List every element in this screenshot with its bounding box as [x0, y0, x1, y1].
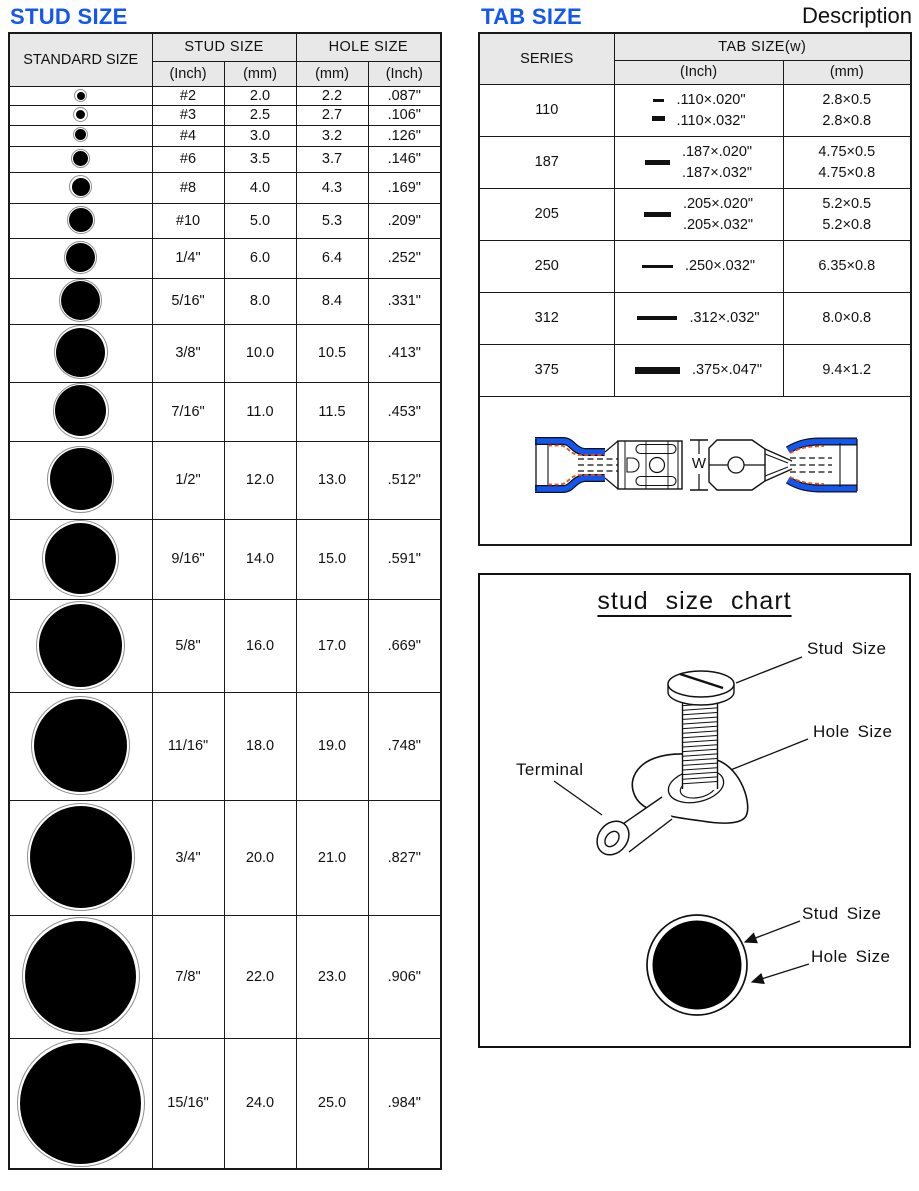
standard-size-cell — [9, 1038, 152, 1169]
standard-size-cell — [9, 278, 152, 324]
stud-cell-stud-inch: 7/16" — [152, 382, 224, 441]
tab-inch-value: .110×.020" — [676, 91, 746, 108]
stud-circle-fill — [30, 806, 132, 908]
tab-cross-section-icon — [637, 316, 677, 320]
tab-mm-value: 8.0×0.8 — [822, 310, 872, 326]
tab-table-row — [479, 240, 911, 292]
stud-cell-hole-mm: 10.5 — [296, 324, 368, 382]
stud-cell-stud-mm: 4.0 — [224, 172, 296, 203]
stud-table-row — [9, 238, 441, 278]
tab-inch-value: .250×.032" — [684, 258, 756, 274]
stud-cell-stud-mm: 3.0 — [224, 125, 296, 146]
description-label: Description — [801, 3, 912, 28]
tab-mm-cell — [783, 84, 911, 136]
tab-cross-section-icon — [644, 212, 671, 217]
stud-table-row — [9, 324, 441, 382]
stud-cell-stud-mm: 2.5 — [224, 105, 296, 125]
tab-inch-cell — [614, 188, 783, 240]
tab-table-header-row-1 — [479, 33, 911, 60]
hole-size-group-header: HOLE SIZE — [296, 33, 441, 61]
stud-cell-hole-mm: 11.5 — [296, 382, 368, 441]
stud-cell-hole-mm: 25.0 — [296, 1038, 368, 1169]
standard-size-cell — [9, 86, 152, 105]
stud-circle-fill — [76, 110, 85, 119]
stud-cell-hole-inch: .413" — [368, 324, 441, 382]
tab-table-row — [479, 84, 911, 136]
tab-size-title: TAB SIZE — [481, 4, 582, 29]
tab-inch-value: .205×.020" — [682, 195, 754, 212]
stud-cell-hole-inch: .106" — [368, 105, 441, 125]
series-cell: 205 — [479, 188, 614, 240]
standard-size-cell — [9, 146, 152, 172]
stud-cell-stud-mm: 10.0 — [224, 324, 296, 382]
stud-cell-hole-mm: 3.7 — [296, 146, 368, 172]
stud-cell-stud-mm: 24.0 — [224, 1038, 296, 1169]
stud-table-row — [9, 203, 441, 238]
standard-size-cell — [9, 238, 152, 278]
stud-cell-hole-inch: .087" — [368, 86, 441, 105]
hole-size-callout-bottom: Hole Size — [811, 947, 891, 966]
tab-inch-value: .312×.032" — [689, 310, 760, 326]
stud-circle-fill — [69, 208, 93, 232]
stud-table-row — [9, 105, 441, 125]
stud-table-row — [9, 382, 441, 441]
standard-size-cell — [9, 382, 152, 441]
tab-mm-cell — [783, 240, 911, 292]
tab-inch-value: .375×.047" — [691, 362, 763, 378]
stud-size-callout-top: Stud Size — [807, 639, 887, 658]
stud-cell-hole-mm: 3.2 — [296, 125, 368, 146]
tab-bar-icon — [635, 367, 680, 374]
hole-size-callout-top: Hole Size — [813, 722, 893, 741]
stud-circle-icon — [54, 325, 108, 379]
tab-table-row — [479, 292, 911, 344]
stud-table-row — [9, 125, 441, 146]
stud-cell-stud-inch: #4 — [152, 125, 224, 146]
stud-cell-stud-inch: 3/4" — [152, 800, 224, 915]
tab-mm-value: 6.35×0.8 — [818, 258, 876, 274]
stud-table-row — [9, 278, 441, 324]
stud-circle-icon — [69, 175, 92, 198]
tab-mm-value: 4.75×0.8 — [818, 164, 876, 181]
stud-cell-stud-mm: 22.0 — [224, 915, 296, 1038]
stud-cell-stud-mm: 18.0 — [224, 692, 296, 800]
stud-cell-hole-inch: .906" — [368, 915, 441, 1038]
tab-mm-value: 2.8×0.8 — [822, 112, 872, 129]
stud-circle-icon — [71, 149, 90, 168]
series-cell: 110 — [479, 84, 614, 136]
tab-mm-value: 2.8×0.5 — [822, 91, 872, 108]
standard-size-cell — [9, 172, 152, 203]
stud-cell-stud-inch: 1/4" — [152, 238, 224, 278]
stud-cell-stud-inch: #10 — [152, 203, 224, 238]
tab-table-row — [479, 188, 911, 240]
stud-circle-fill — [50, 448, 112, 510]
stud-cell-stud-mm: 20.0 — [224, 800, 296, 915]
stud-circle-icon — [42, 520, 119, 597]
standard-size-cell — [9, 203, 152, 238]
standard-size-cell — [9, 441, 152, 519]
tab-mm-cell — [783, 136, 911, 188]
tab-cross-section-icon — [652, 99, 665, 121]
stud-cell-hole-inch: .453" — [368, 382, 441, 441]
stud-table-row — [9, 172, 441, 203]
stud-table-row — [9, 146, 441, 172]
stud-circle-fill — [25, 921, 136, 1032]
stud-size-chart-title: stud size chart — [597, 587, 792, 615]
stud-cell-hole-mm: 17.0 — [296, 599, 368, 692]
stud-cell-hole-mm: 15.0 — [296, 519, 368, 599]
stud-cell-hole-mm: 8.4 — [296, 278, 368, 324]
stud-cell-stud-inch: 7/8" — [152, 915, 224, 1038]
stud-circle-icon — [36, 601, 125, 690]
standard-size-cell — [9, 105, 152, 125]
stud-table-row — [9, 800, 441, 915]
tab-inch-value: .205×.032" — [682, 216, 754, 233]
stud-size-title: STUD SIZE — [10, 4, 128, 29]
stud-cell-hole-inch: .748" — [368, 692, 441, 800]
stud-cell-stud-inch: 5/16" — [152, 278, 224, 324]
stud-circle-fill — [77, 92, 85, 100]
tab-cross-section-icon — [645, 160, 670, 165]
stud-circle-icon — [74, 89, 87, 102]
terminal-diagram-cell — [479, 396, 911, 545]
tab-inch-value: .187×.032" — [681, 164, 753, 181]
stud-cell-hole-mm: 5.3 — [296, 203, 368, 238]
stud-circle-fill — [75, 129, 86, 140]
tab-inch-cell — [614, 136, 783, 188]
stud-circle-icon — [22, 917, 140, 1035]
tab-inch-value: .187×.020" — [681, 143, 753, 160]
tab-cross-section-icon — [635, 367, 680, 374]
standard-size-cell — [9, 599, 152, 692]
tab-mm-value: 9.4×1.2 — [822, 362, 872, 378]
stud-circle-fill — [20, 1043, 141, 1164]
tab-mm-header: (mm) — [783, 60, 911, 84]
stud-circle-icon — [73, 107, 88, 122]
tab-mm-value: 5.2×0.5 — [822, 195, 872, 212]
hole-inch-header: (Inch) — [368, 61, 441, 86]
stud-cell-hole-inch: .669" — [368, 599, 441, 692]
stud-circle-icon — [53, 383, 109, 439]
stud-cell-hole-inch: .252" — [368, 238, 441, 278]
tab-inch-header: (Inch) — [614, 60, 783, 84]
stud-cell-hole-inch: .512" — [368, 441, 441, 519]
w-dimension-label: W — [691, 454, 707, 472]
stud-cell-stud-mm: 6.0 — [224, 238, 296, 278]
series-header: SERIES — [479, 33, 614, 84]
stud-table-row — [9, 599, 441, 692]
standard-size-cell — [9, 692, 152, 800]
stud-circle-icon — [27, 803, 135, 911]
stud-cell-stud-inch: #6 — [152, 146, 224, 172]
stud-cell-stud-mm: 12.0 — [224, 441, 296, 519]
tab-table-row — [479, 344, 911, 396]
tab-bar-icon — [637, 316, 677, 320]
tab-inch-cell — [614, 84, 783, 136]
stud-cell-stud-mm: 3.5 — [224, 146, 296, 172]
stud-circle-icon — [59, 279, 102, 322]
stud-circle-icon — [31, 696, 130, 795]
stud-size-table — [8, 32, 442, 1170]
stud-mm-header: (mm) — [224, 61, 296, 86]
stud-circle-fill — [55, 385, 106, 436]
stud-cell-stud-inch: 9/16" — [152, 519, 224, 599]
stud-cell-hole-mm: 21.0 — [296, 800, 368, 915]
tab-bar-icon — [642, 265, 673, 268]
stud-cell-hole-inch: .209" — [368, 203, 441, 238]
stud-circle-icon — [67, 206, 95, 234]
stud-cell-stud-inch: #3 — [152, 105, 224, 125]
stud-cell-hole-mm: 2.7 — [296, 105, 368, 125]
stud-cell-stud-mm: 14.0 — [224, 519, 296, 599]
stud-cell-stud-mm: 11.0 — [224, 382, 296, 441]
stud-circle-icon — [64, 241, 97, 274]
tab-table-row — [479, 136, 911, 188]
tab-inch-value: .110×.032" — [676, 112, 746, 129]
stud-cell-stud-inch: 11/16" — [152, 692, 224, 800]
stud-size-callout-bottom: Stud Size — [802, 904, 882, 923]
tab-mm-value: 4.75×0.5 — [818, 143, 876, 160]
tab-bar-icon — [652, 116, 665, 121]
stud-cell-hole-mm: 6.4 — [296, 238, 368, 278]
standard-size-cell — [9, 324, 152, 382]
tab-mm-cell — [783, 292, 911, 344]
tab-inch-cell — [614, 292, 783, 344]
stud-circle-fill — [45, 523, 116, 594]
stud-cell-hole-inch: .126" — [368, 125, 441, 146]
stud-table-row — [9, 441, 441, 519]
standard-size-cell — [9, 519, 152, 599]
tab-bar-icon — [653, 99, 664, 102]
stud-circle-fill — [72, 178, 90, 196]
stud-cell-stud-mm: 5.0 — [224, 203, 296, 238]
stud-cell-stud-mm: 16.0 — [224, 599, 296, 692]
standard-size-cell — [9, 125, 152, 146]
stud-cell-stud-mm: 2.0 — [224, 86, 296, 105]
tab-bar-icon — [645, 160, 670, 165]
tab-diagram-row — [479, 396, 911, 545]
tab-cross-section-icon — [642, 265, 673, 268]
hole-mm-header: (mm) — [296, 61, 368, 86]
stud-cell-hole-inch: .827" — [368, 800, 441, 915]
stud-cell-stud-inch: 15/16" — [152, 1038, 224, 1169]
tab-size-table — [478, 32, 912, 546]
standard-size-cell — [9, 915, 152, 1038]
series-cell: 312 — [479, 292, 614, 344]
stud-circle-fill — [34, 699, 127, 792]
tab-mm-cell — [783, 188, 911, 240]
terminal-diagram — [480, 397, 910, 544]
stud-circle-icon — [47, 446, 114, 513]
stud-circle-icon — [17, 1039, 145, 1167]
tab-bar-icon — [644, 212, 671, 217]
stud-circle-fill — [73, 151, 88, 166]
stud-circle-icon — [73, 127, 88, 142]
stud-cell-hole-mm: 4.3 — [296, 172, 368, 203]
stud-cell-hole-mm: 23.0 — [296, 915, 368, 1038]
stud-circle-fill — [39, 604, 122, 687]
stud-cell-hole-inch: .984" — [368, 1038, 441, 1169]
stud-cell-stud-mm: 8.0 — [224, 278, 296, 324]
stud-circle-fill — [56, 328, 105, 377]
stud-cell-hole-inch: .331" — [368, 278, 441, 324]
stud-cell-hole-mm: 19.0 — [296, 692, 368, 800]
terminal-callout: Terminal — [516, 760, 584, 779]
stud-cell-stud-inch: 3/8" — [152, 324, 224, 382]
stud-circle-fill — [66, 243, 95, 272]
stud-cell-stud-inch: #2 — [152, 86, 224, 105]
tab-mm-value: 5.2×0.8 — [822, 216, 872, 233]
standard-size-header: STANDARD SIZE — [9, 33, 152, 86]
stud-size-group-header: STUD SIZE — [152, 33, 296, 61]
stud-cell-hole-inch: .146" — [368, 146, 441, 172]
stud-circle-fill — [61, 281, 100, 320]
stud-table-row — [9, 86, 441, 105]
standard-size-cell — [9, 800, 152, 915]
stud-table-row — [9, 915, 441, 1038]
stud-cell-hole-inch: .169" — [368, 172, 441, 203]
series-cell: 375 — [479, 344, 614, 396]
stud-table-row — [9, 692, 441, 800]
stud-table-row — [9, 1038, 441, 1169]
stud-cell-hole-inch: .591" — [368, 519, 441, 599]
stud-cell-hole-mm: 13.0 — [296, 441, 368, 519]
tab-size-group-header: TAB SIZE(w) — [614, 33, 911, 60]
tab-inch-cell — [614, 344, 783, 396]
tab-mm-cell — [783, 344, 911, 396]
stud-table-header-row-1 — [9, 33, 441, 61]
series-cell: 250 — [479, 240, 614, 292]
stud-table-row — [9, 519, 441, 599]
stud-size-chart-box — [478, 573, 911, 1048]
tab-inch-cell — [614, 240, 783, 292]
stud-cell-stud-inch: 1/2" — [152, 441, 224, 519]
stud-cell-stud-inch: #8 — [152, 172, 224, 203]
stud-cell-hole-mm: 2.2 — [296, 86, 368, 105]
series-cell: 187 — [479, 136, 614, 188]
stud-cell-stud-inch: 5/8" — [152, 599, 224, 692]
stud-inch-header: (Inch) — [152, 61, 224, 86]
